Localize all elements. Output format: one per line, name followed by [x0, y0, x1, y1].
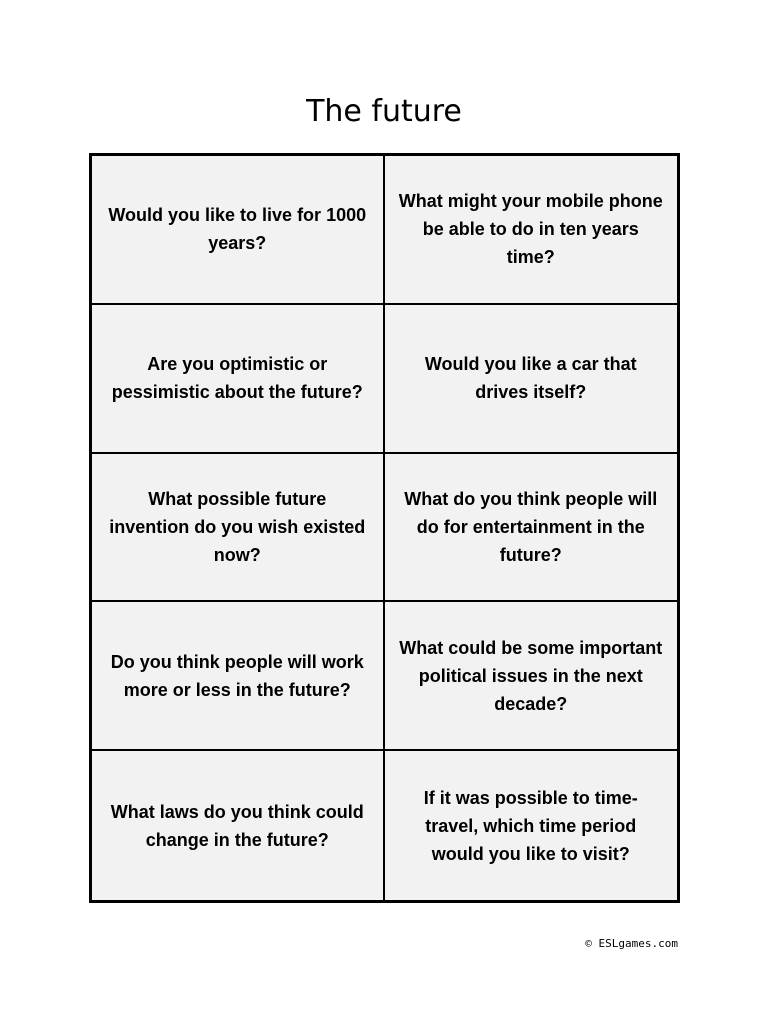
- question-text: What do you think people will do for entertainment in the future?: [404, 488, 658, 565]
- question-text: Are you optimistic or pessimistic about the future?: [111, 354, 363, 403]
- question-card: [385, 305, 678, 454]
- copyright-notice: © ESLgames.com: [585, 937, 678, 950]
- question-card: [92, 602, 385, 751]
- question-text: What possible future invention do you wish existed now?: [109, 488, 366, 565]
- question-text: What could be some important political issues in the next decade?: [399, 637, 663, 714]
- question-text: Would you like to live for 1000 years?: [108, 205, 367, 254]
- question-card: [385, 156, 678, 305]
- question-card: [92, 305, 385, 454]
- question-card-grid: [89, 153, 680, 903]
- question-text: If it was possible to time-travel, which time period would you like to visit?: [423, 787, 638, 864]
- question-card: [385, 454, 678, 603]
- question-text: Do you think people will work more or less in the future?: [110, 651, 364, 700]
- question-text: What laws do you think could change in the future?: [110, 801, 364, 850]
- question-card: [92, 454, 385, 603]
- worksheet-title: The future: [306, 94, 462, 129]
- question-card: [92, 156, 385, 305]
- question-card: [385, 602, 678, 751]
- question-text: Would you like a car that drives itself?: [424, 354, 637, 403]
- question-card: [92, 751, 385, 900]
- question-text: What might your mobile phone be able to do in ten years time?: [398, 191, 663, 268]
- question-card: [385, 751, 678, 900]
